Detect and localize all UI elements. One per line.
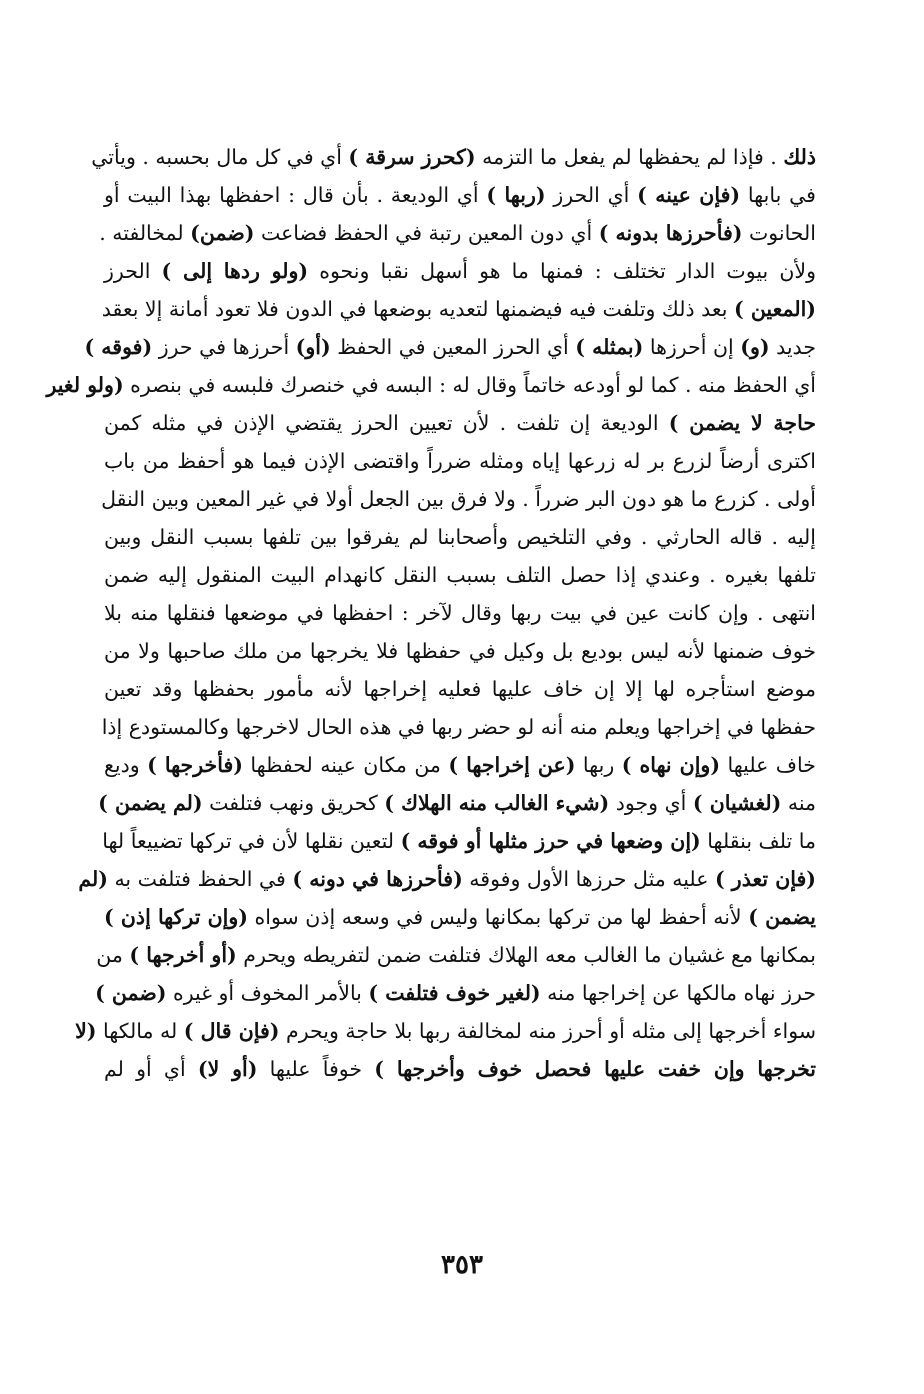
text-segment: أحرزها في حرز	[152, 335, 296, 359]
text-segment: منه	[781, 791, 816, 815]
text-line	[104, 822, 816, 860]
text-line	[104, 1050, 816, 1088]
text-segment: لتعين نقلها لأن في تركها تضييعاً لها	[102, 829, 401, 853]
text-segment: في بابها	[740, 183, 816, 207]
text-segment: الحرز	[104, 259, 162, 283]
bold-segment: (لغير خوف فتلفت )	[368, 981, 541, 1005]
bold-segment: يضمن )	[748, 905, 817, 929]
bold-segment: (فإن قال )	[183, 1019, 280, 1043]
bold-segment: (ضمن )	[95, 981, 167, 1005]
text-line	[104, 632, 816, 670]
text-segment: أي في كل مال بحسبه . ويأتي	[91, 145, 349, 169]
text-line	[104, 176, 816, 214]
bold-segment: (ربها )	[486, 183, 546, 207]
bold-segment: ذلك	[783, 145, 816, 169]
bold-segment: (إن وضعها في حرز مثلها أو فوقه )	[400, 829, 701, 853]
bold-segment: (بمثله )	[575, 335, 644, 359]
bold-segment: (أو أخرجها )	[129, 943, 237, 967]
text-line	[91, 138, 816, 176]
bold-segment: (فوقه )	[84, 335, 153, 359]
text-segment: أي الحرز المعين في الحفظ	[330, 335, 576, 359]
text-line	[75, 1012, 816, 1050]
text-line	[104, 746, 816, 784]
text-segment: انتهى . وإن كانت عين في بيت ربها وقال لآخر : احفظها في موضعها فنقلها منه بلا	[104, 601, 816, 625]
bold-segment: حاجة لا يضمن )	[668, 411, 816, 435]
text-segment: أي الوديعة . بأن قال : احفظها بهذا البيت أو	[104, 183, 487, 207]
text-segment: أي أو لم	[104, 1057, 198, 1081]
text-segment: تلفها بغيره . وعندي إذا حصل التلف بسبب النقل كانهدام البيت المنقول إليه ضمن	[104, 563, 816, 587]
text-line	[101, 290, 816, 328]
bold-segment: (وإن نهاه )	[621, 753, 721, 777]
text-segment: الوديعة إن تلفت . لأن تعيين الحرز يقتضي الإذن في مثله كمن	[104, 411, 669, 435]
text-segment: ولأن بيوت الدار تختلف : فمنها ما هو أسهل نقبا ونحوه	[308, 259, 816, 283]
body-text	[46, 138, 817, 1088]
text-segment: موضع استأجره لها إلا إن خاف عليها فعليه إخراجها لأنه مأمور بحفظها وقد تعين	[104, 677, 816, 701]
text-segment: خاف عليها	[720, 753, 816, 777]
text-segment: إن أحرزها	[643, 335, 741, 359]
text-line	[46, 366, 816, 404]
text-line	[104, 442, 816, 480]
bold-segment: (ولو لغير	[46, 373, 124, 397]
text-line	[98, 784, 816, 822]
text-segment: أي الحرز	[545, 183, 638, 207]
text-segment: اكترى أرضاً لزرع بر له زرعها إياه ومثله ضرراً واقتضى الإذن فيما هو أحفظ من باب	[104, 449, 816, 473]
bold-segment: (فأحرزها بدونه )	[598, 221, 743, 245]
bold-segment: (لم	[78, 867, 108, 891]
text-segment: بعد ذلك وتلفت فيه فيضمنها لتعديه بوضعها في الدون فلا تعود أمانة إلا بعقد	[101, 297, 734, 321]
text-line	[104, 404, 816, 442]
text-segment: خوفاً عليها	[257, 1057, 375, 1081]
text-segment: لأنه أحفظ لها من تركها بمكانها وليس في وسعه إذن سواه	[247, 905, 749, 929]
text-line	[104, 594, 816, 632]
bold-segment: (وإن تركها إذن )	[104, 905, 248, 929]
text-segment: سواء أخرجها إلى مثله أو أحرز منه لمخالفة ربها بلا حاجة ويحرم	[279, 1019, 816, 1043]
text-segment: وديع	[104, 753, 148, 777]
text-segment: جديد	[769, 335, 816, 359]
bold-segment: (شيء الغالب منه الهلاك )	[384, 791, 610, 815]
bold-segment: (أو لا)	[197, 1057, 258, 1081]
bold-segment: (فأخرجها )	[147, 753, 243, 777]
text-segment: أولى . كزرع ما هو دون البر ضرراً . ولا فرق بين الجعل أولا في غير المعين وبين النقل	[101, 487, 816, 511]
text-segment: لمخالفته .	[99, 221, 191, 245]
bold-segment: (أو)	[295, 335, 331, 359]
bold-segment: (المعين )	[733, 297, 816, 321]
text-segment: كحريق ونهب فتلفت	[202, 791, 385, 815]
bold-segment: (لغشيان )	[692, 791, 782, 815]
text-line	[104, 556, 816, 594]
bold-segment: (فإن عينه )	[637, 183, 741, 207]
text-segment: أي دون المعين رتبة في الحفظ فضاعت	[254, 221, 599, 245]
text-line	[104, 518, 816, 556]
bold-segment: (لا	[75, 1019, 97, 1043]
bold-segment: (كحرز سرقة )	[348, 145, 476, 169]
text-segment: في الحفظ فتلفت به	[107, 867, 293, 891]
text-segment: حفظها في إخراجها ويعلم منه أنه لو حضر ربها في هذه الحال لاخرجها وكالمستودع إذا	[101, 715, 816, 739]
text-line	[104, 898, 816, 936]
text-segment: من مكان عينه لحفظها	[242, 753, 449, 777]
text-segment: من	[96, 943, 130, 967]
text-line	[104, 670, 816, 708]
bold-segment: (و)	[740, 335, 770, 359]
text-line	[95, 974, 816, 1012]
text-line	[104, 252, 816, 290]
bold-segment: (فإن تعذر )	[714, 867, 816, 891]
text-line	[84, 328, 816, 366]
text-segment: حرز نهاه مالكها عن إخراجها منه	[540, 981, 816, 1005]
text-segment: أي الحفظ منه . كما لو أودعه خاتماً وقال له : البسه في خنصرك فلبسه في بنصره	[123, 373, 816, 397]
bold-segment: (فأحرزها في دونه )	[292, 867, 463, 891]
bold-segment: تخرجها وإن خفت عليها فحصل خوف وأخرجها )	[374, 1057, 817, 1081]
text-segment: ما تلف بنقلها	[700, 829, 816, 853]
text-segment: . فإذا لم يحفظها لم يفعل ما التزمه	[475, 145, 784, 169]
text-segment: الحانوت	[742, 221, 816, 245]
text-line	[96, 936, 816, 974]
text-line	[99, 214, 816, 252]
text-line	[101, 480, 816, 518]
text-segment: خوف ضمنها لأنه ليس بوديع بل وكيل في حفظها فلا يخرجها من ملك صاحبها ولا من	[104, 639, 816, 663]
text-segment: له مالكها	[96, 1019, 184, 1043]
text-segment: أي وجود	[609, 791, 693, 815]
text-line	[101, 708, 816, 746]
page-number: ٣٥٣	[441, 1250, 483, 1280]
bold-segment: (ضمن)	[190, 221, 255, 245]
text-segment: عليه مثل حرزها الأول وفوقه	[462, 867, 715, 891]
text-segment: ربها	[575, 753, 622, 777]
bold-segment: (ولو ردها إلى )	[161, 259, 309, 283]
bold-segment: (عن إخراجها )	[448, 753, 576, 777]
text-segment: بمكانها مع غشيان ما الغالب معه الهلاك فتلفت ضمن لتفريطه ويحرم	[236, 943, 816, 967]
text-segment: بالأمر المخوف أو غيره	[166, 981, 369, 1005]
bold-segment: (لم يضمن )	[98, 791, 203, 815]
text-segment: إليه . قاله الحارثي . وفي التلخيص وأصحابنا لم يفرقوا بين تلفها بسبب النقل وبين	[104, 525, 816, 549]
text-line	[78, 860, 816, 898]
